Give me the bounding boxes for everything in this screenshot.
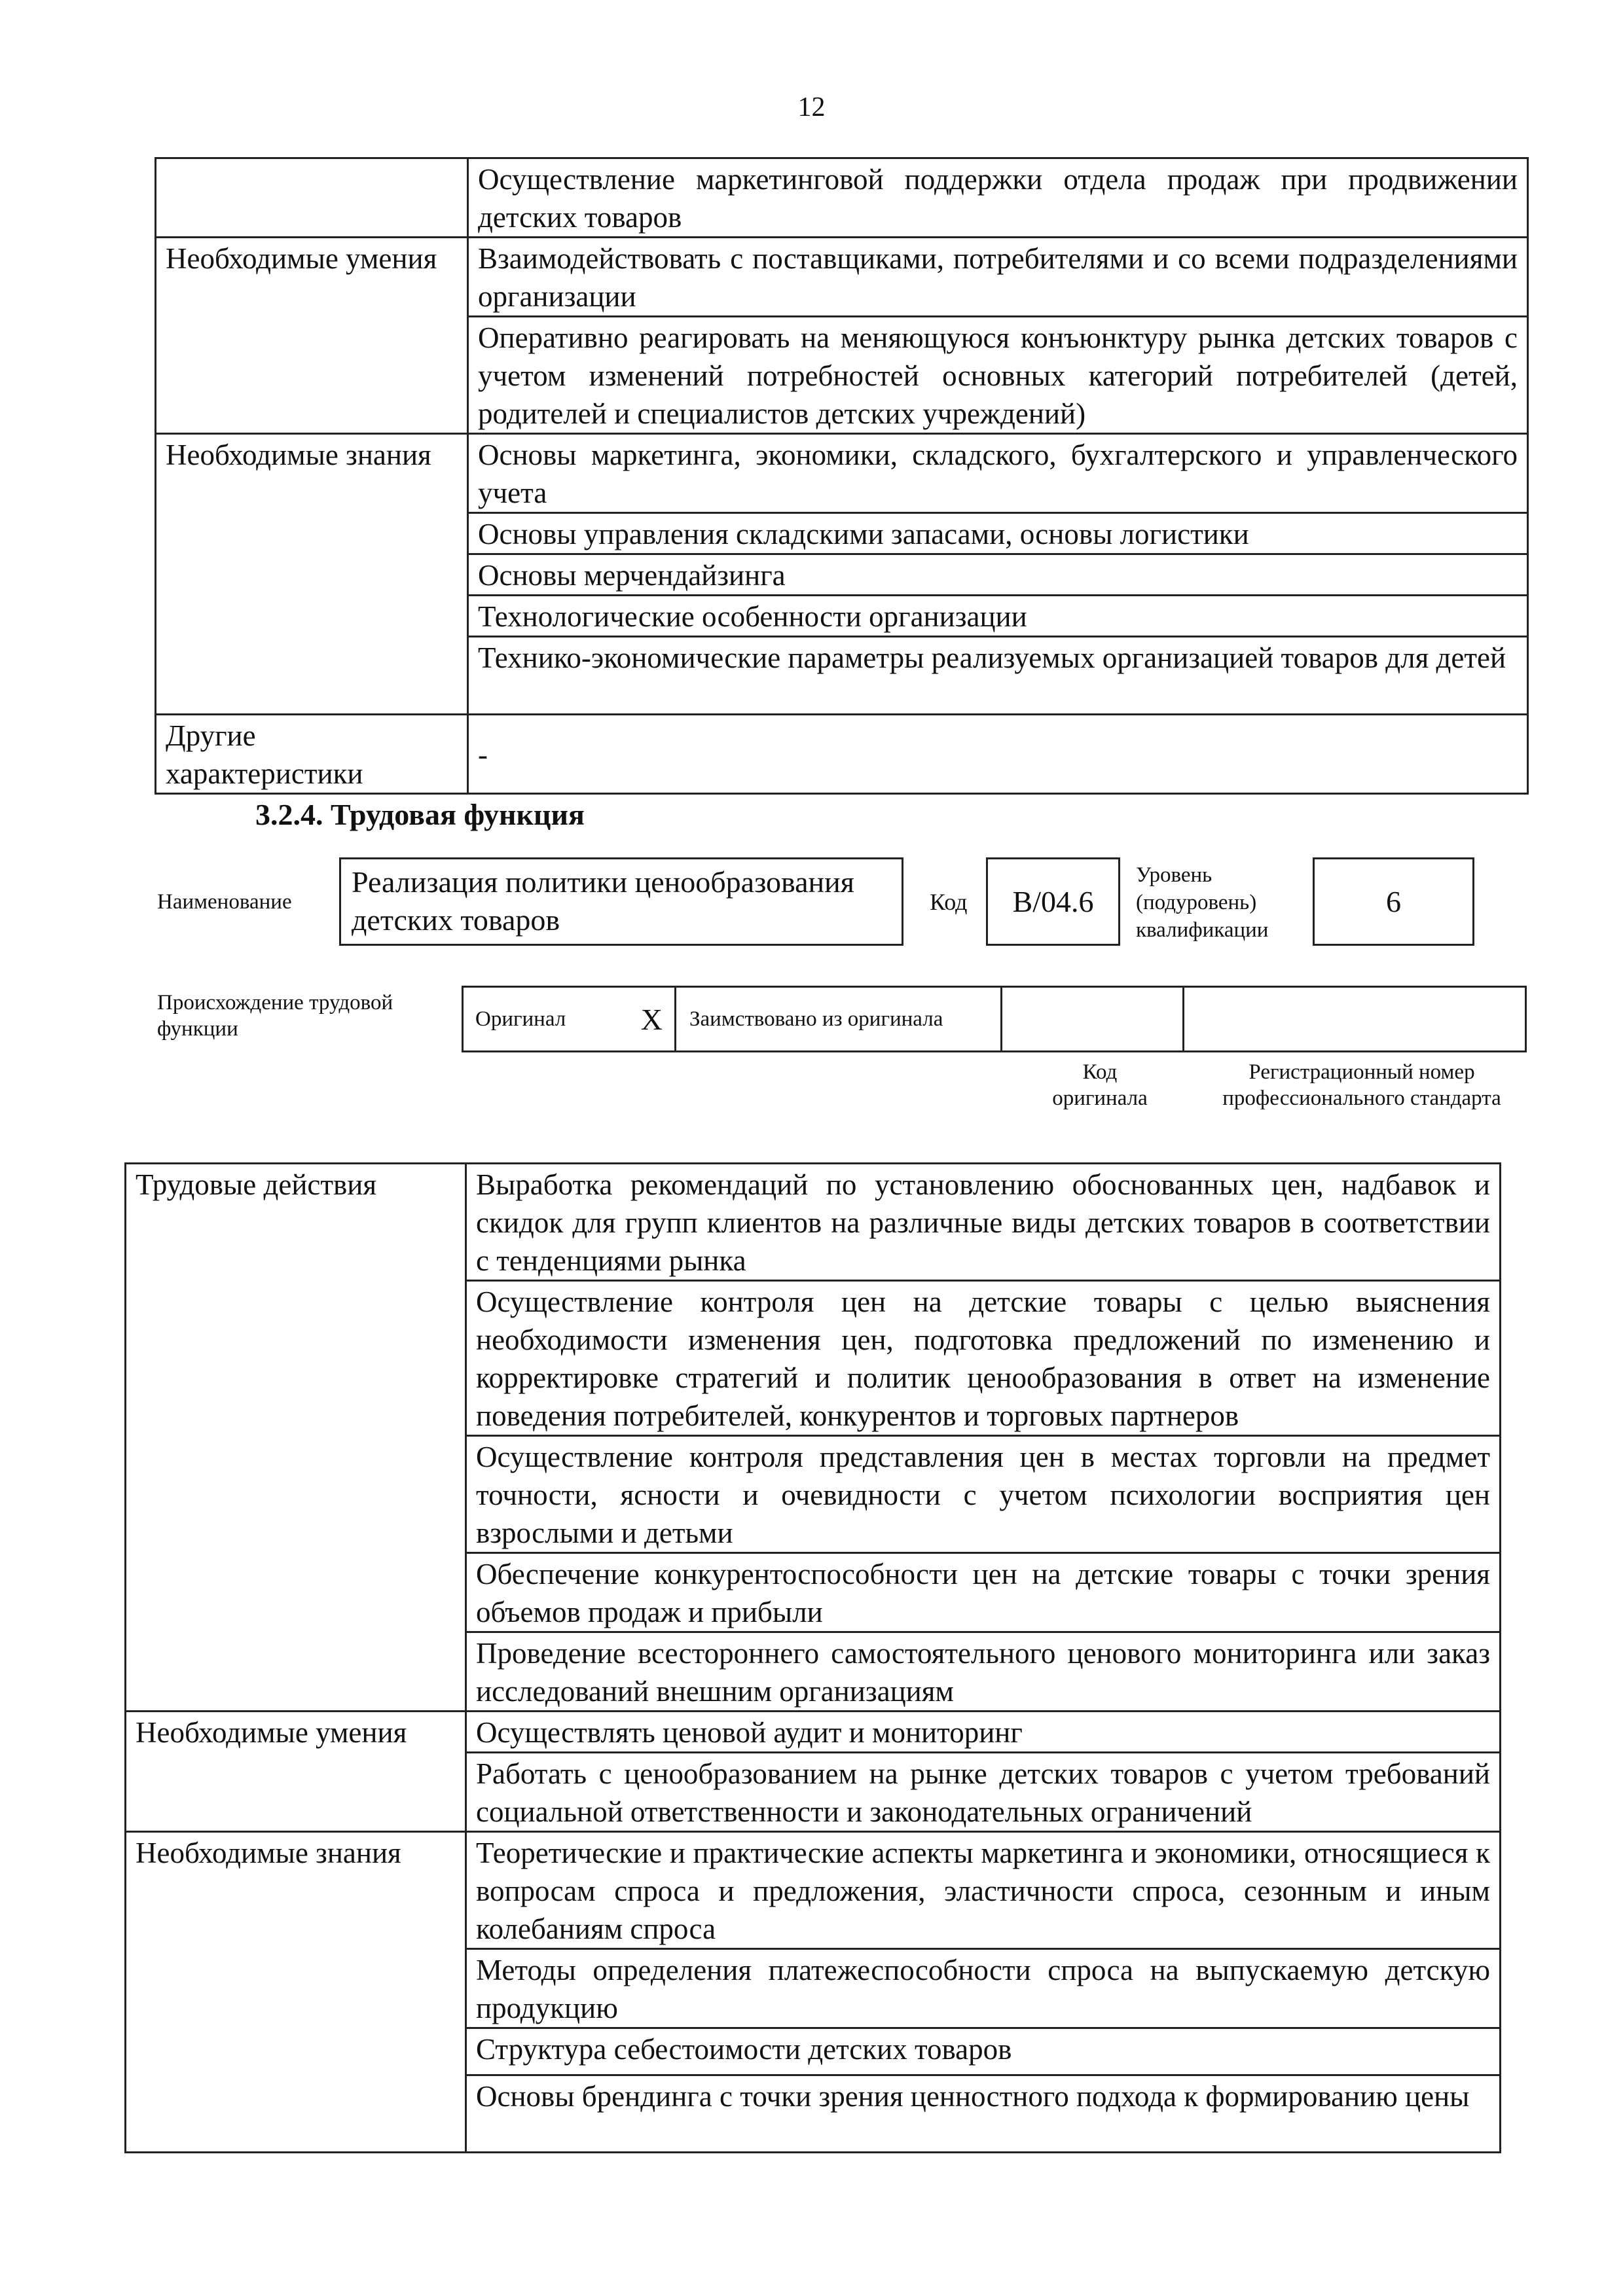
name-value-box: Реализация политики ценообразования детских товаров — [339, 857, 903, 946]
row-content: Технико-экономические параметры реализуемых организацией товаров для детей — [468, 637, 1528, 715]
row-content: Проведение всестороннего самостоятельного ценового мониторинга или заказ исследований внешним организациям — [466, 1632, 1501, 1712]
reg-number-caption: Регистрационный номер профессионального стандарта — [1222, 1060, 1501, 1110]
row-label-skills: Необходимые умения — [156, 238, 468, 434]
table-row — [126, 1712, 1501, 1753]
table-row — [156, 715, 1528, 794]
row-content: Взаимодействовать с поставщиками, потребителями и со всеми подразделениями организации — [468, 238, 1528, 317]
name-label: Наименование — [157, 890, 292, 914]
table-2 — [124, 1162, 1501, 2153]
row-content: Осуществление контроля цен на детские товары с целью выяснения необходимости изменения цен, подготовка предложений по изменению и корректировке стратегий и политик ценообразования в ответ на изменение поведения потребителей, конкурентов и торговых партнеров — [466, 1281, 1501, 1436]
row-content: Выработка рекомендаций по установлению обоснованных цен, надбавок и скидок для групп клиентов на различные виды детских товаров в соответствии с тенденциями рынка — [466, 1164, 1501, 1281]
row-content: Основы брендинга с точки зрения ценностного подхода к формированию цены — [466, 2075, 1501, 2153]
original-label: Оригинал — [475, 1007, 566, 1031]
table-row — [156, 158, 1528, 238]
level-value-box: 6 — [1313, 857, 1474, 946]
reg-number-cell — [1184, 986, 1527, 1052]
row-content: Осуществление контроля представления цен в местах торговли на предмет точности, ясности и очевидности с учетом психологии восприятия цен взрослыми и детьми — [466, 1436, 1501, 1553]
origin-row — [462, 986, 1527, 1052]
original-mark: X — [640, 1002, 663, 1036]
row-label-knowledge: Необходимые знания — [156, 434, 468, 715]
borrowed-label: Заимствовано из оригинала — [689, 1007, 943, 1031]
row-content: Осуществление маркетинговой поддержки отдела продаж при продвижении детских товаров — [468, 158, 1528, 238]
code-value-box: B/04.6 — [986, 857, 1120, 946]
section-heading: 3.2.4. Трудовая функция — [255, 798, 585, 831]
level-label: Уровень (подуровень) квалификации — [1136, 863, 1269, 942]
original-cell — [462, 986, 676, 1052]
code-label: Код — [930, 889, 968, 915]
row-label-actions: Трудовые действия — [126, 1164, 466, 1712]
row-label-skills: Необходимые умения — [126, 1712, 466, 1832]
row-content: Технологические особенности организации — [468, 596, 1528, 637]
origin-label: Происхождение трудовой функции — [157, 991, 393, 1041]
table-row — [126, 1832, 1501, 1949]
row-content: - — [468, 715, 1528, 794]
row-label-other: Другие характеристики — [156, 715, 468, 794]
row-content: Основы маркетинга, экономики, складского, бухгалтерского и управленческого учета — [468, 434, 1528, 513]
row-content: Оперативно реагировать на меняющуюся конъюнктуру рынка детских товаров с учетом изменений потребностей основных категорий потребителей (детей, родителей и специалистов детских учреждений) — [468, 317, 1528, 434]
table-row — [126, 1164, 1501, 1281]
row-content: Работать с ценообразованием на рынке детских товаров с учетом требований социальной ответственности и законодательных ограничений — [466, 1753, 1501, 1832]
row-content: Теоретические и практические аспекты маркетинга и экономики, относящиеся к вопросам спроса и предложения, эластичности спроса, сезонным и иным колебаниям спроса — [466, 1832, 1501, 1949]
code-original-cell — [1002, 986, 1184, 1052]
row-content: Осуществлять ценовой аудит и мониторинг — [466, 1712, 1501, 1753]
table-1 — [155, 157, 1529, 795]
row-content: Основы управления складскими запасами, основы логистики — [468, 513, 1528, 554]
table-row — [156, 434, 1528, 513]
code-original-caption: Код оригинала — [1052, 1060, 1148, 1110]
page-number: 12 — [797, 92, 826, 122]
row-content: Основы мерчендайзинга — [468, 554, 1528, 596]
row-content: Структура себестоимости детских товаров — [466, 2028, 1501, 2075]
table-row — [156, 238, 1528, 317]
row-content: Обеспечение конкурентоспособности цен на детские товары с точки зрения объемов продаж и прибыли — [466, 1553, 1501, 1632]
row-label-knowledge: Необходимые знания — [126, 1832, 466, 2153]
row-content: Методы определения платежеспособности спроса на выпускаемую детскую продукцию — [466, 1949, 1501, 2028]
borrowed-cell — [676, 986, 1002, 1052]
row-label — [156, 158, 468, 238]
